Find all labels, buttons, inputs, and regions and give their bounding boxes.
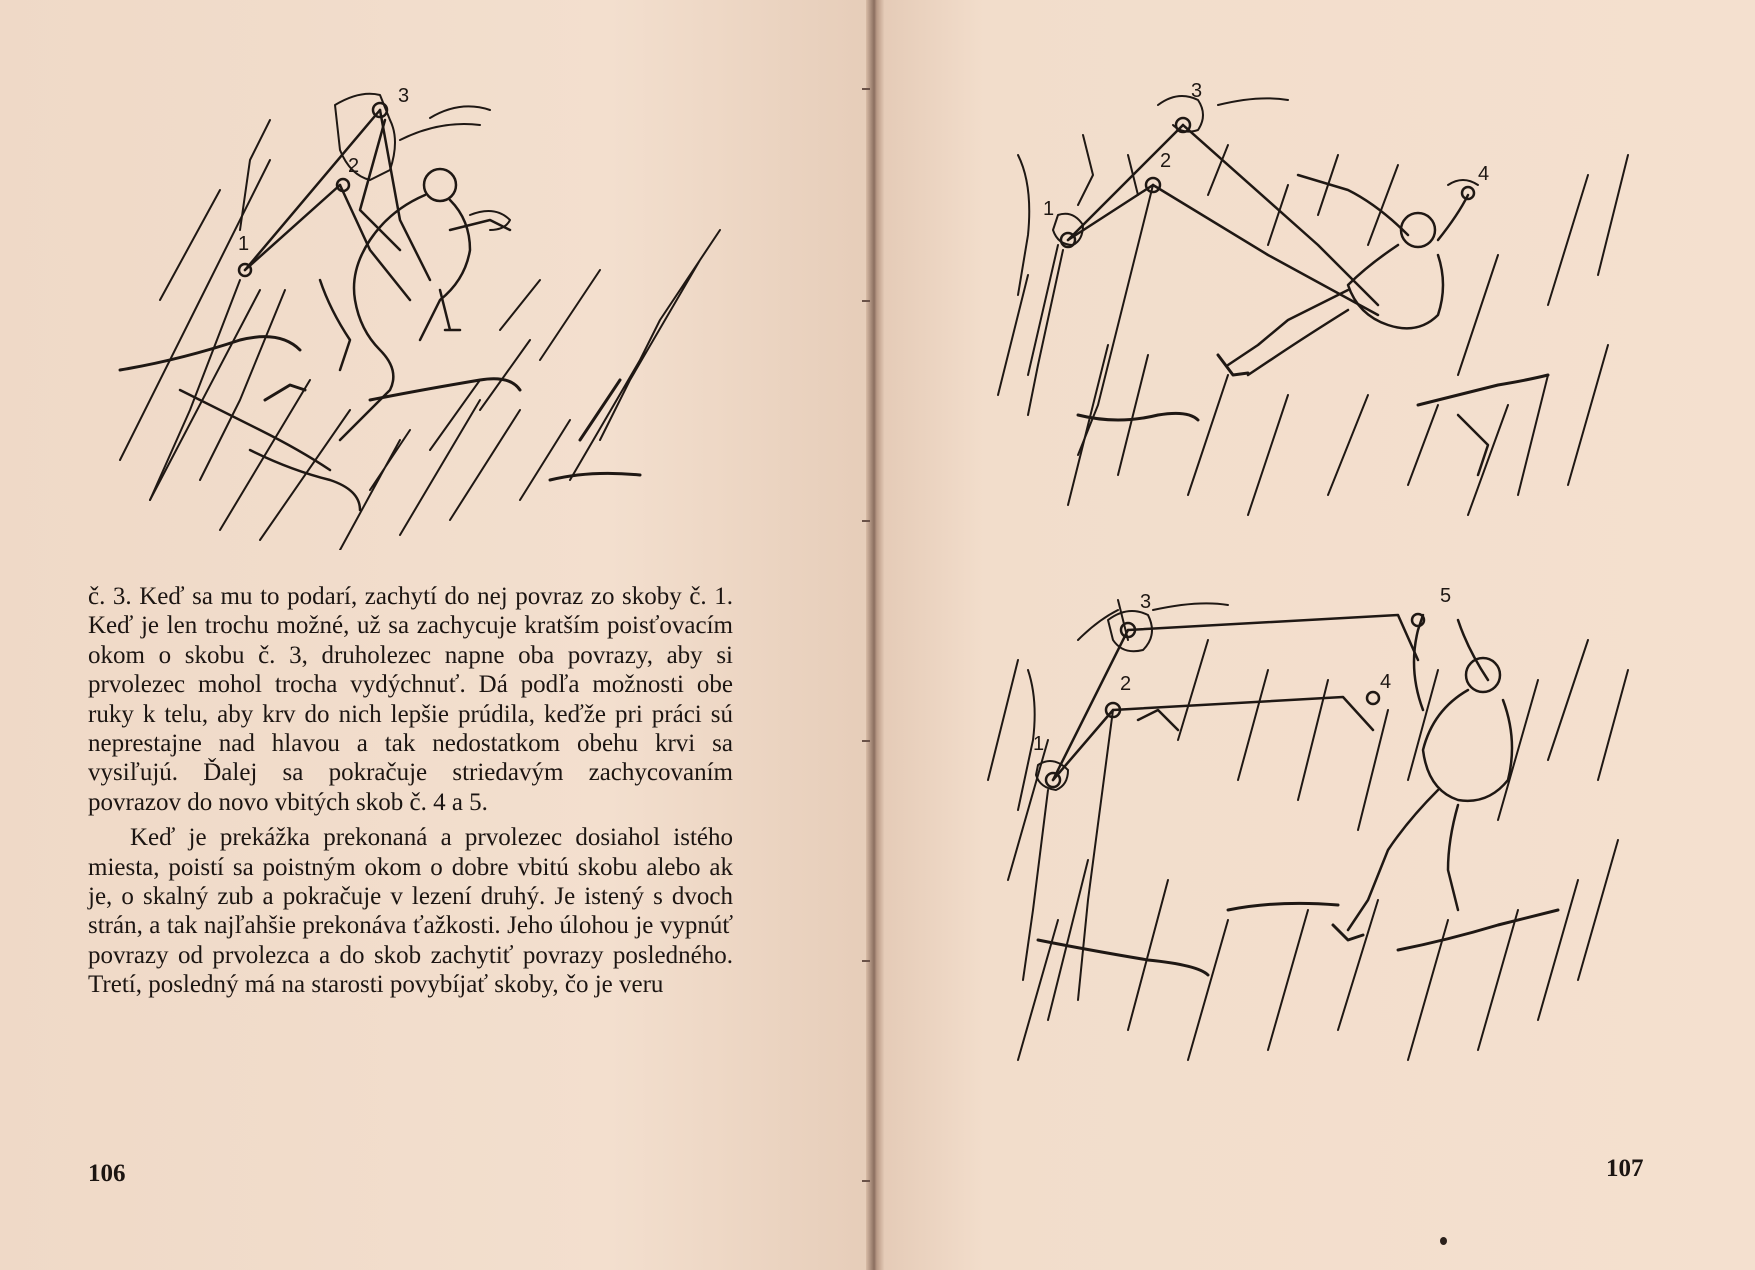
book-gutter (866, 0, 884, 1270)
page-number: 106 (88, 1160, 126, 1187)
binding-stitch (862, 740, 870, 742)
left-page (0, 0, 872, 1270)
piton-label: 2 (348, 155, 360, 177)
piton-label: 3 (1140, 591, 1152, 613)
piton-label: 2 (1120, 673, 1132, 695)
binding-stitch (862, 1180, 870, 1182)
right-bottom-illustration (978, 580, 1638, 1100)
paragraph: Keď je prekážka prekonaná a prvolezec dosiahol istého miesta, poistí sa poistným okom o dobre vbitú skobu alebo ak je, o skalný zub a pokračuje v lezení druhý. Je istený s dvoch strán, a tak najľahšie prekonáva ťažkosti. Jeho úlohou je vypnúť povrazy od prvolezca a do skob zachytiť povrazy posledného. Tretí, posledný má na starosti povybíjať skoby, čo je veru (88, 824, 733, 999)
left-illustration (100, 80, 740, 550)
piton-label: 4 (1478, 163, 1490, 185)
piton-label: 2 (1160, 150, 1172, 172)
piton-label: 1 (1033, 733, 1045, 755)
piton-label: 3 (1191, 80, 1203, 102)
right-page (878, 0, 1755, 1270)
body-text (88, 582, 733, 1000)
paragraph: č. 3. Keď sa mu to podarí, zachytí do nej povraz zo skoby č. 1. Keď je len trochu možné, už sa zachycuje kratším poisťovacím okom o skobu č. 3, druholezec napne oba povrazy, aby si prvolezec mohol trocha vydýchnuť. Dá podľa možnosti obe ruky k telu, aby krv do nich lepšie prúdila, keďže pri práci sú neprestajne nad hlavou a tak nedostatkom obehu krvi sa vysiľujú. Ďalej sa pokračuje striedavým zachycovaním povrazov do novo vbitých skob č. 4 a 5. (88, 583, 733, 816)
piton-label: 5 (1440, 585, 1452, 607)
ink-dot (1440, 1237, 1447, 1245)
binding-stitch (862, 520, 870, 522)
piton-label: 1 (238, 233, 250, 255)
binding-stitch (862, 88, 870, 90)
piton-label: 3 (398, 85, 410, 107)
piton-label: 1 (1043, 198, 1055, 220)
binding-stitch (862, 300, 870, 302)
page-number: 107 (1606, 1155, 1644, 1182)
right-top-illustration (988, 75, 1638, 525)
piton-label: 4 (1380, 671, 1392, 693)
binding-stitch (862, 960, 870, 962)
